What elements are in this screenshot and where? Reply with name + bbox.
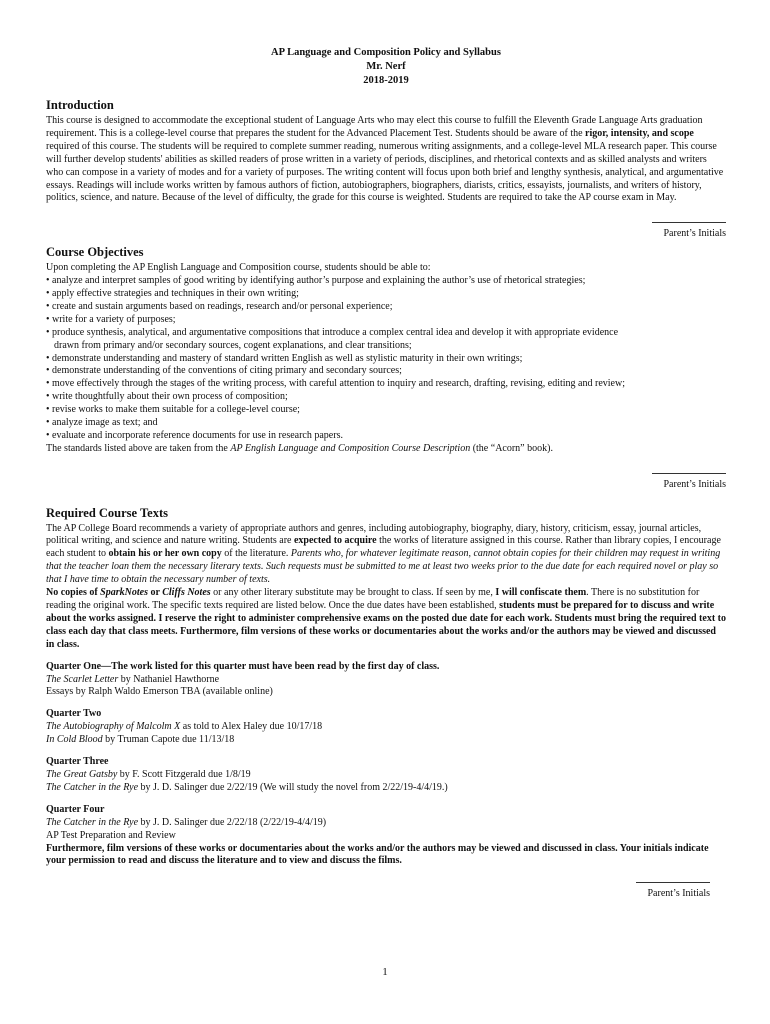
list-item: • demonstrate understanding of the conventions of citing primary and secondary sources; — [46, 365, 402, 377]
quarter-three-heading: Quarter Three — [46, 756, 109, 768]
introduction-heading: Introduction — [46, 98, 114, 112]
initials-label: Parent’s Initials — [647, 888, 710, 900]
initials-label: Parent’s Initials — [663, 478, 726, 490]
texts-heading: Required Course Texts — [46, 505, 169, 520]
closing-statement: Furthermore, film versions of these works or documentaries about the works and/or the authors may be viewed and discussed in class. Your initials indicate your permission to read and discuss the literature and to view and discuss the films. — [46, 842, 709, 867]
document-header — [46, 46, 726, 88]
initials-line[interactable] — [636, 874, 710, 883]
list-item: • evaluate and incorporate reference documents for use in research papers. — [46, 429, 343, 441]
list-item: drawn from primary and/or secondary sources, cogent explanations, and clear transitions; — [54, 339, 412, 351]
objectives-lead: Upon completing the AP English Language and Composition course, students should be able to: — [46, 262, 431, 274]
objectives-list — [46, 275, 726, 443]
list-item: • move effectively through the stages of the writing process, with careful attention to inquiry and research, drafting, revising, editing and review; — [46, 378, 625, 390]
teacher-name: Mr. Nerf — [366, 61, 406, 72]
list-item: • write thoughtfully about their own process of composition; — [46, 391, 288, 403]
initials-label: Parent’s Initials — [663, 228, 726, 240]
initials-line[interactable] — [652, 465, 726, 474]
list-item: • analyze and interpret samples of good writing by identifying author’s purpose and explaining the author’s use of rhetorical strategies; — [46, 275, 586, 287]
quarter-one-heading: Quarter One—The work listed for this quarter must have been read by the first day of class. — [46, 660, 440, 672]
list-item: • produce synthesis, analytical, and argumentative compositions that introduce a complex central idea and develop it with appropriate evidence — [46, 326, 619, 338]
quarter-two — [46, 708, 726, 747]
quarter-three — [46, 756, 726, 795]
list-item: The Autobiography of Malcolm X as told to Alex Haley due 10/17/18 — [46, 721, 323, 733]
list-item: The Scarlet Letter by Nathaniel Hawthorne — [46, 673, 220, 685]
list-item: • analyze image as text; and — [46, 417, 158, 429]
list-item: • demonstrate understanding and mastery of standard written English as well as stylistic maturity in their own writings; — [46, 352, 523, 364]
list-item: • create and sustain arguments based on readings, research and/or personal experience; — [46, 300, 393, 312]
quarter-four-heading: Quarter Four — [46, 803, 105, 815]
document-title: AP Language and Composition Policy and Syllabus — [271, 47, 501, 58]
initials-line[interactable] — [652, 214, 726, 223]
introduction-paragraph: This course is designed to accommodate the exceptional student of Language Arts who may elect this course to fulfill the Eleventh Grade Language Arts graduation requirement. This is a college-level course that prepares the student for the Advanced Placement Test. Students should be aware of the rigor, intensity, and scope required of this course. The students will be required to complete summer reading, numerous writing assignments, and a college-level MLA research paper. This course will further develop students' abilities as skilled readers of prose written in a variety of periods, disciplines, and rhetorical contexts and as skilled analysts and writers who can compose in a variety of modes and for a variety of purposes. The writing content will focus upon both brief and lengthy synthesis, analytical, and argumentative essays. Readings will include works written by famous authors of fiction, autobiographers, biographers, diarists, critics, essayists, journalists, and writers of history, politics, science, and nature. Because of the level of difficulty, the grade for this course is weighted. Students are required to take the AP course exam in May. — [46, 115, 724, 204]
initials-block-texts — [46, 874, 710, 901]
list-item: The Catcher in the Rye by J. D. Salinger due 2/22/18 (2/22/19-4/4/19) — [46, 816, 327, 828]
list-item: • revise works to make them suitable for a college-level course; — [46, 404, 300, 416]
initials-block-objectives — [46, 465, 726, 492]
quarter-four — [46, 804, 726, 869]
list-item: AP Test Preparation and Review — [46, 829, 176, 841]
list-item: The Catcher in the Rye by J. D. Salinger due 2/22/19 (We will study the novel from 2/22/19-4/4/19.) — [46, 781, 448, 793]
quarter-one — [46, 661, 726, 700]
list-item: Essays by Ralph Waldo Emerson TBA (available online) — [46, 686, 273, 698]
texts-paragraph: The AP College Board recommends a variety of appropriate authors and genres, including autobiography, biography, diary, history, criticism, essay, journal articles, political writing, and science and nature writing. Students are expected to acquire the works of literature assigned in this course. Rather than library copies, I encourage each student to obtain his or her own copy of the literature. Parents who, for whatever legitimate reason, cannot obtain copies for their children may request in writing that the teacher loan them the necessary literary texts. Such requests must be submitted to me at least two weeks prior to the due date for each required novel or play so that I have time to obtain the necessary number of texts. No copies of SparkNotes or Cliffs Notes or any other literary substitute may be brought to class. If seen by me, I will confiscate them. There is no substitution for reading the original work. The specific texts required are listed below. Once the due dates have been established, students must be prepared for to discuss and write about the works assigned. I reserve the right to administer comprehensive exams on the posted due date for each work. Students must bring the required text to class each day that class meets. Furthermore, film versions of these works or documentaries about the works and/or the authors may be viewed and discussed in class. — [46, 522, 726, 650]
school-year: 2018-2019 — [363, 75, 409, 86]
objectives-heading: Course Objectives — [46, 245, 144, 260]
list-item: • write for a variety of purposes; — [46, 313, 176, 325]
standards-note: The standards listed above are taken from the AP English Language and Composition Course Description (the “Acorn” book). — [46, 442, 553, 454]
quarter-two-heading: Quarter Two — [46, 708, 102, 720]
page-number: 1 — [382, 966, 388, 978]
syllabus-page — [46, 46, 726, 901]
list-item: • apply effective strategies and techniques in their own writing; — [46, 287, 299, 299]
initials-block-intro — [46, 214, 726, 241]
list-item: The Great Gatsby by F. Scott Fitzgerald due 1/8/19 — [46, 768, 251, 780]
list-item: In Cold Blood by Truman Capote due 11/13/18 — [46, 734, 235, 746]
